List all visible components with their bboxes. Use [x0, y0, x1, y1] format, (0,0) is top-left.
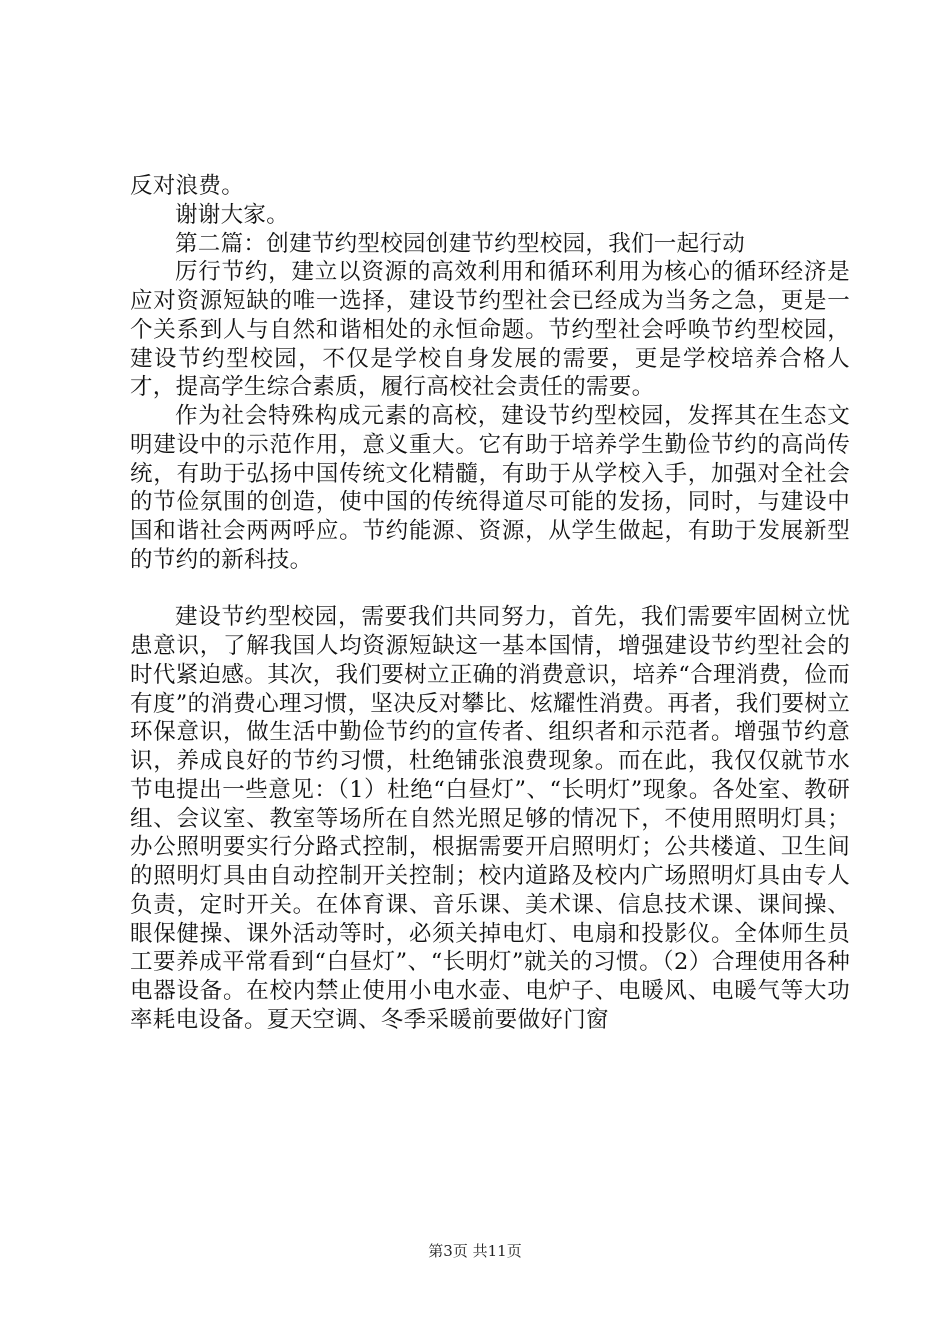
paragraph-spacer	[130, 575, 850, 604]
document-body	[130, 172, 850, 1035]
paragraph-intro: 厉行节约，建立以资源的高效利用和循环利用为核心的循环经济是应对资源短缺的唯一选择，建设节约型社会已经成为当务之急，更是一个关系到人与自然和谐相处的永恒命题。节约型社会呼唤节约型校园，建设节约型校园，不仅是学校自身发展的需要，更是学校培养合格人才，提高学生综合素质，履行高校社会责任的需要。	[130, 259, 850, 401]
page-footer	[0, 1241, 950, 1261]
paragraph-closing-line: 反对浪费。	[130, 173, 245, 199]
page-number-label: 第3页 共11页	[428, 1242, 522, 1260]
paragraph-thanks: 谢谢大家。	[175, 201, 290, 228]
paragraph-significance: 作为社会特殊构成元素的高校，建设节约型校园，发挥其在生态文明建设中的示范作用，意义重大。它有助于培养学生勤俭节约的高尚传统，有助于弘扬中国传统文化精髓，有助于从学校入手，加强对全社会的节俭氛围的创造，使中国的传统得道尽可能的发扬，同时，与建设中国和谐社会两两呼应。节约能源、资源，从学生做起，有助于发展新型的节约的新科技。	[130, 403, 850, 573]
section-heading: 第二篇：创建节约型校园创建节约型校园，我们一起行动	[175, 230, 746, 257]
paragraph-measures: 建设节约型校园，需要我们共同努力，首先，我们需要牢固树立忧患意识，了解我国人均资源短缺这一基本国情，增强建设节约型社会的时代紧迫感。其次，我们要树立正确的消费意识，培养“合理消费，俭而有度”的消费心理习惯，坚决反对攀比、炫耀性消费。再者，我们要树立环保意识，做生活中勤俭节约的宣传者、组织者和示范者。增强节约意识，养成良好的节约习惯，杜绝铺张浪费现象。而在此，我仅仅就节水节电提出一些意见：（1）杜绝“白昼灯”、“长明灯”现象。各处室、教研组、会议室、教室等场所在自然光照足够的情况下，不使用照明灯具；办公照明要实行分路式控制，根据需要开启照明灯；公共楼道、卫生间的照明灯具由自动控制开关控制；校内道路及校内广场照明灯具由专人负责，定时开关。在体育课、音乐课、美术课、信息技术课、课间操、眼保健操、课外活动等时，必须关掉电灯、电扇和投影仪。全体师生员工要养成平常看到“白昼灯”、“长明灯”就关的习惯。（2）合理使用各种电器设备。在校内禁止使用小电水壶、电炉子、电暖风、电暖气等大功率耗电设备。夏天空调、冬季采暖前要做好门窗	[130, 604, 850, 1033]
